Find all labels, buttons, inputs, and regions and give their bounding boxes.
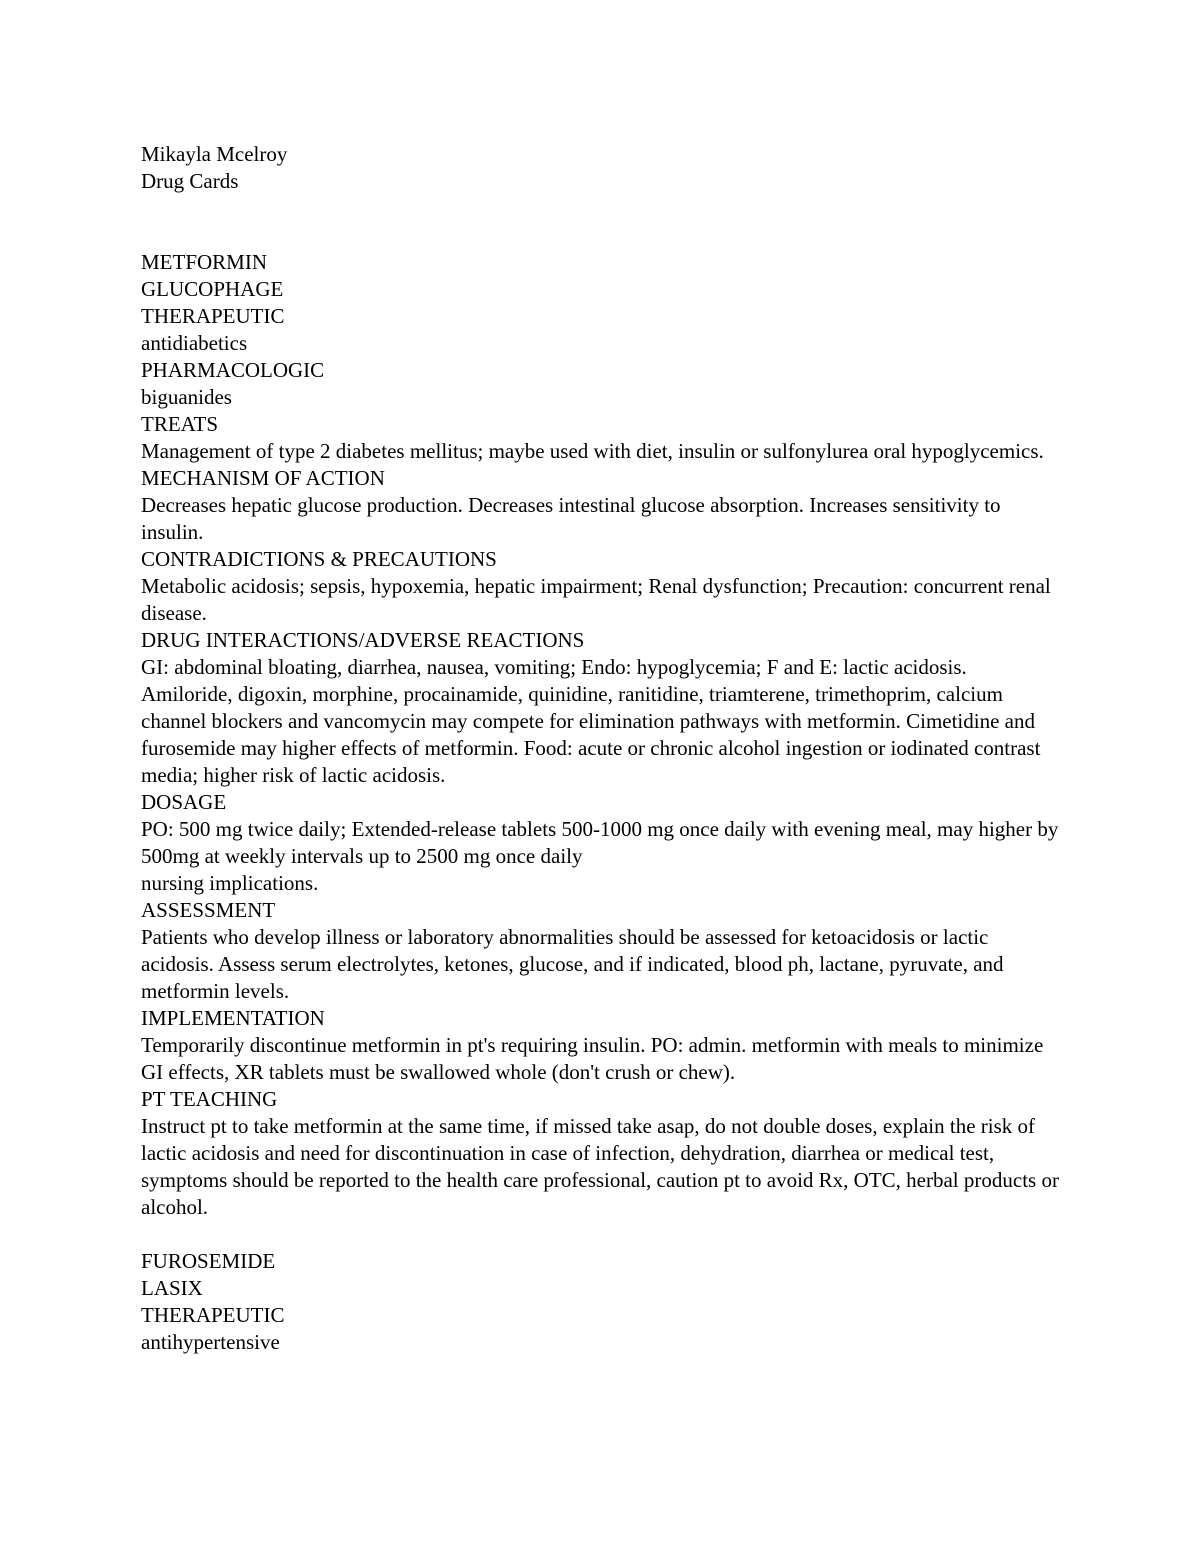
mechanism-heading: MECHANISM OF ACTION <box>141 466 385 490</box>
document-title: Drug Cards <box>141 169 239 193</box>
pharmacologic-heading: PHARMACOLOGIC <box>141 358 325 382</box>
generic-name: METFORMIN <box>141 250 268 274</box>
dosage-heading: DOSAGE <box>141 790 227 814</box>
spacer <box>141 1221 1066 1248</box>
contraindications-heading: CONTRADICTIONS & PRECAUTIONS <box>141 547 497 571</box>
treats-value: Management of type 2 diabetes mellitus; maybe used with diet, insulin or sulfonylurea oral hypoglycemics. <box>141 439 1044 463</box>
drug-card-metformin <box>141 249 1066 1221</box>
author-name: Mikayla Mcelroy <box>141 142 288 166</box>
dosage-value: PO: 500 mg twice daily; Extended-release tablets 500-1000 mg once daily with evening meal, may higher by 500mg at weekly intervals up to 2500 mg once daily <box>141 817 1059 868</box>
generic-name: FUROSEMIDE <box>141 1249 276 1273</box>
drug-card-furosemide <box>141 1248 1066 1356</box>
therapeutic-value: antihypertensive <box>141 1330 280 1354</box>
spacer <box>141 195 1066 249</box>
adverse-reactions-value: GI: abdominal bloating, diarrhea, nausea, vomiting; Endo: hypoglycemia; F and E: lactic acidosis. <box>141 655 967 679</box>
implementation-value: Temporarily discontinue metformin in pt's requiring insulin. PO: admin. metformin with meals to minimize GI effects, XR tablets must be swallowed whole (don't crush or chew). <box>141 1033 1044 1084</box>
interactions-value: Amiloride, digoxin, morphine, procainamide, quinidine, ranitidine, triamterene, trimethoprim, calcium channel blockers and vancomycin may compete for elimination pathways with metformin. Cimetidine and furosemide may higher effects of metformin. Food: acute or chronic alcohol ingestion or iodinated contrast media; higher risk of lactic acidosis. <box>141 682 1041 787</box>
assessment-heading: ASSESSMENT <box>141 898 276 922</box>
contraindications-value: Metabolic acidosis; sepsis, hypoxemia, hepatic impairment; Renal dysfunction; Precaution: concurrent renal disease. <box>141 574 1051 625</box>
teaching-heading: PT TEACHING <box>141 1087 278 1111</box>
therapeutic-heading: THERAPEUTIC <box>141 304 285 328</box>
mechanism-value: Decreases hepatic glucose production. Decreases intestinal glucose absorption. Increases sensitivity to insulin. <box>141 493 1001 544</box>
nursing-implications-label: nursing implications. <box>141 871 319 895</box>
implementation-heading: IMPLEMENTATION <box>141 1006 325 1030</box>
interactions-heading: DRUG INTERACTIONS/ADVERSE REACTIONS <box>141 628 585 652</box>
treats-heading: TREATS <box>141 412 219 436</box>
pharmacologic-value: biguanides <box>141 385 232 409</box>
brand-name: LASIX <box>141 1276 203 1300</box>
assessment-value: Patients who develop illness or laboratory abnormalities should be assessed for ketoacidosis or lactic acidosis. Assess serum electrolytes, ketones, glucose, and if indicated, blood ph, lactane, pyruvate, and metformin levels. <box>141 925 1004 1003</box>
therapeutic-value: antidiabetics <box>141 331 248 355</box>
teaching-value: Instruct pt to take metformin at the same time, if missed take asap, do not double doses, explain the risk of lactic acidosis and need for discontinuation in case of infection, dehydration, diarrhea or medical test, symptoms should be reported to the health care professional, caution pt to avoid Rx, OTC, herbal products or alcohol. <box>141 1114 1059 1219</box>
document-body <box>141 141 1066 1356</box>
brand-name: GLUCOPHAGE <box>141 277 284 301</box>
therapeutic-heading: THERAPEUTIC <box>141 1303 285 1327</box>
